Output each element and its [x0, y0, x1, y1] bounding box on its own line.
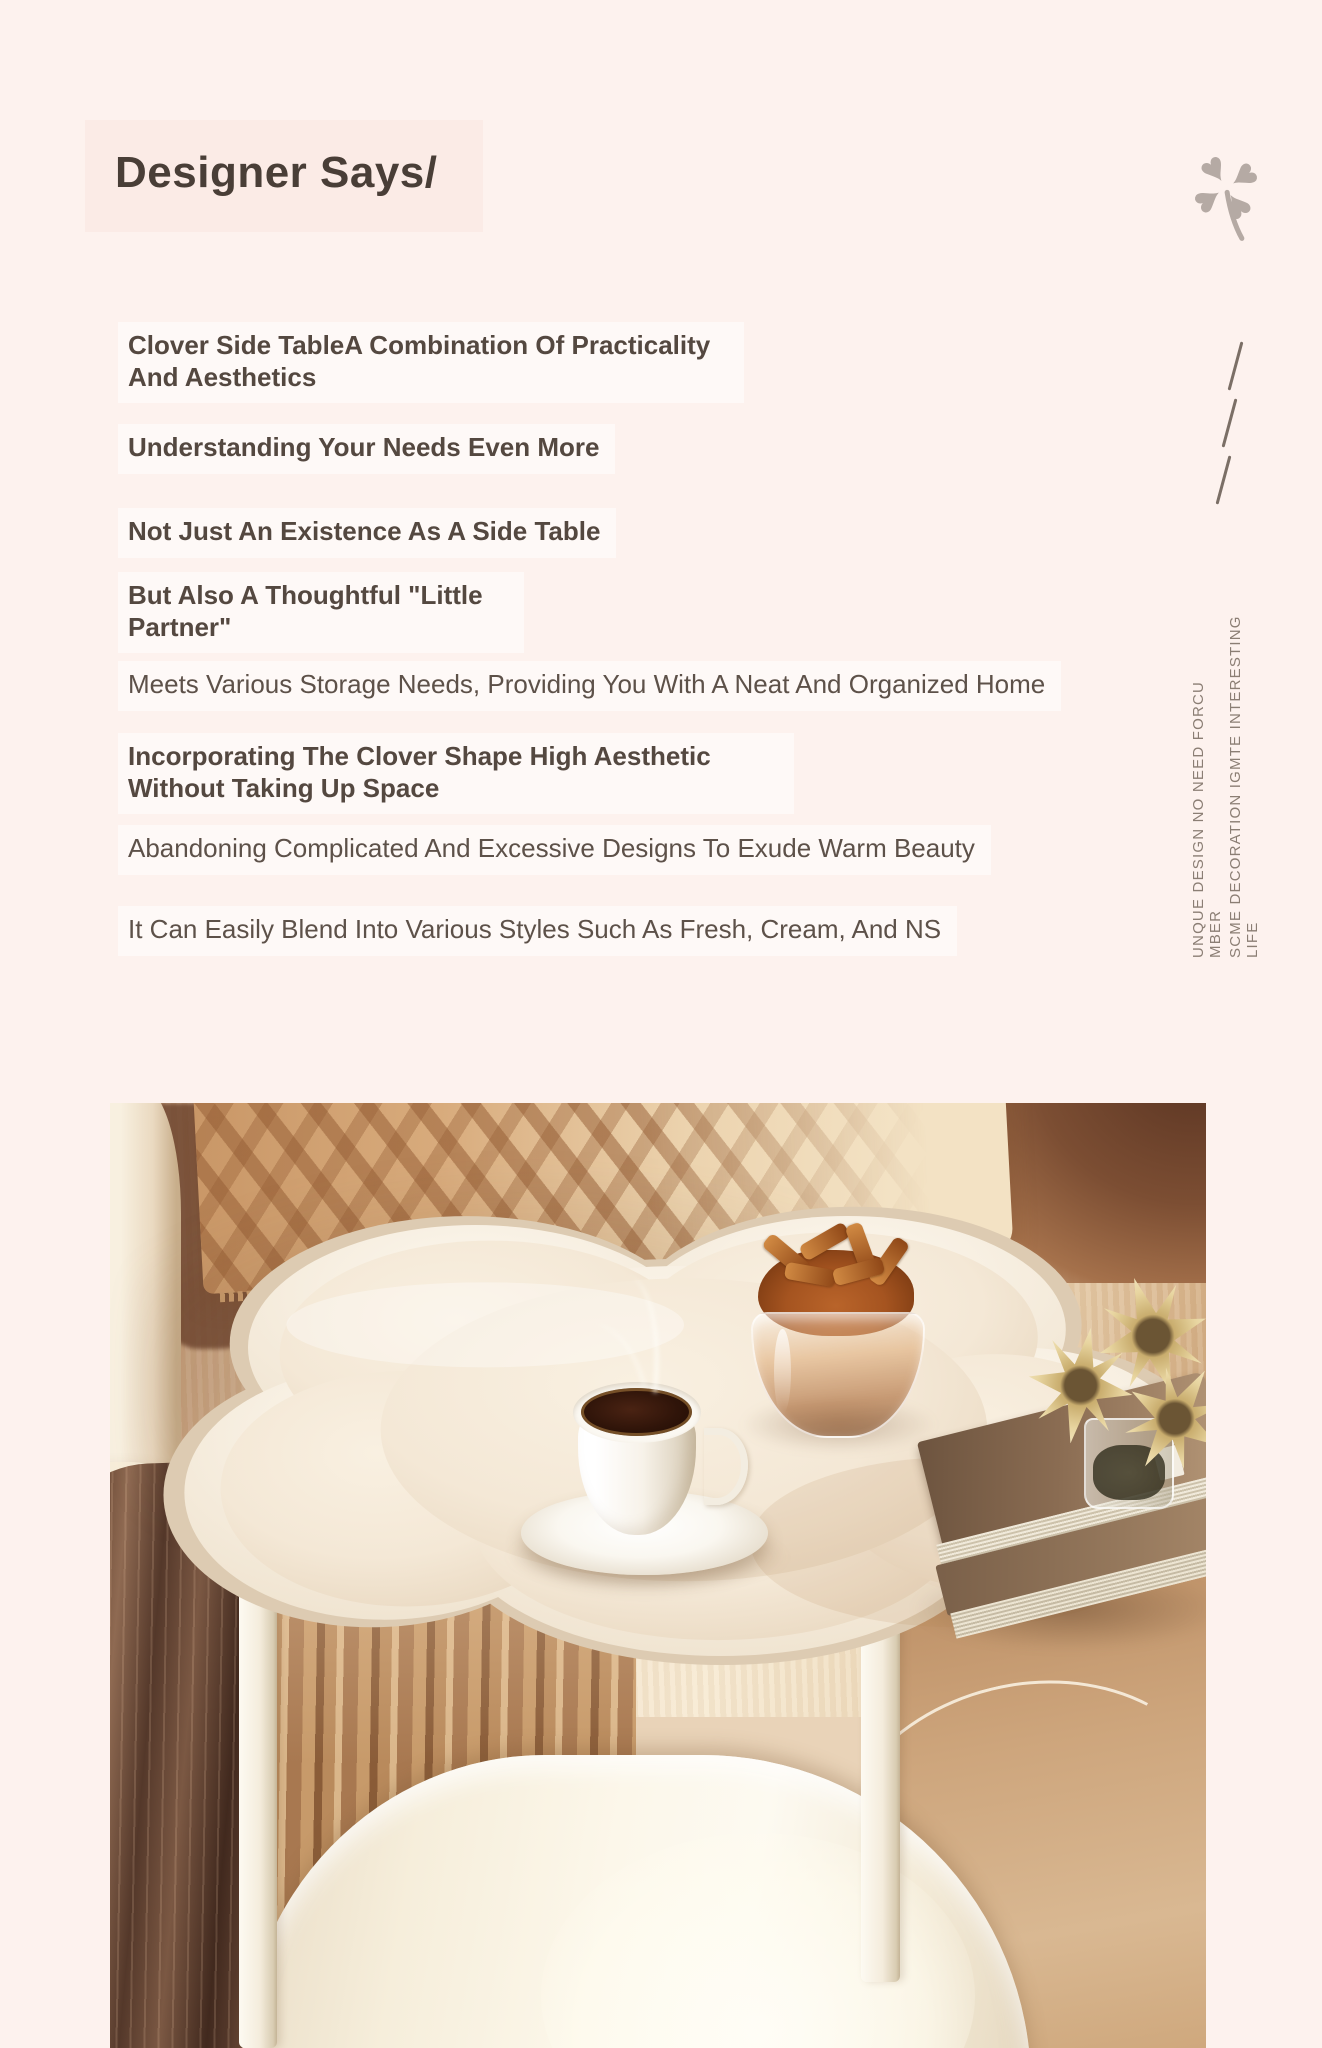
statement-clover-shape: Incorporating The Clover Shape High Aesthetic Without Taking Up Space	[118, 733, 794, 814]
statement-blend-styles: It Can Easily Blend Into Various Styles Such As Fresh, Cream, And NS	[118, 906, 957, 956]
statement-understanding-needs: Understanding Your Needs Even More	[118, 424, 615, 474]
statement-practicality-aesthetics: Clover Side TableA Combination Of Practicality And Aesthetics	[118, 322, 744, 403]
statement-little-partner: But Also A Thoughtful "Little Partner"	[118, 572, 524, 653]
page-title: Designer Says/	[115, 148, 438, 197]
slash-icon	[1222, 398, 1238, 447]
pecan-bowl	[751, 1273, 921, 1438]
statement-storage-needs: Meets Various Storage Needs, Providing You With A Neat And Organized Home	[118, 661, 1061, 711]
slash-icon	[1216, 455, 1232, 504]
statement-warm-beauty: Abandoning Complicated And Excessive Designs To Exude Warm Beauty	[118, 825, 991, 875]
svg-text:♥: ♥	[1189, 141, 1237, 195]
slash-marks-decor	[1222, 341, 1256, 512]
coffee-cup-and-saucer	[521, 1391, 768, 1575]
cup-handle	[704, 1428, 748, 1505]
glass-bowl	[751, 1312, 925, 1438]
vertical-label-left: UNQUE DESIGN NO NEED FORCU MBER	[1190, 680, 1224, 958]
table-leg-right	[861, 1623, 900, 1982]
statement-not-just-side-table: Not Just An Existence As A Side Table	[118, 508, 616, 558]
slash-icon	[1228, 341, 1244, 390]
svg-text:♥: ♥	[1219, 151, 1273, 199]
svg-text:♥: ♥	[1215, 181, 1263, 235]
dried-flower-vase	[1042, 1292, 1206, 1509]
clover-icon-svg	[1176, 138, 1276, 248]
product-photo	[110, 1103, 1206, 2048]
vertical-label-right: SCME DECORATION IGMTE INTERESTING LIFE	[1227, 615, 1261, 958]
svg-text:♥: ♥	[1179, 177, 1233, 225]
clover-icon	[1176, 138, 1276, 253]
